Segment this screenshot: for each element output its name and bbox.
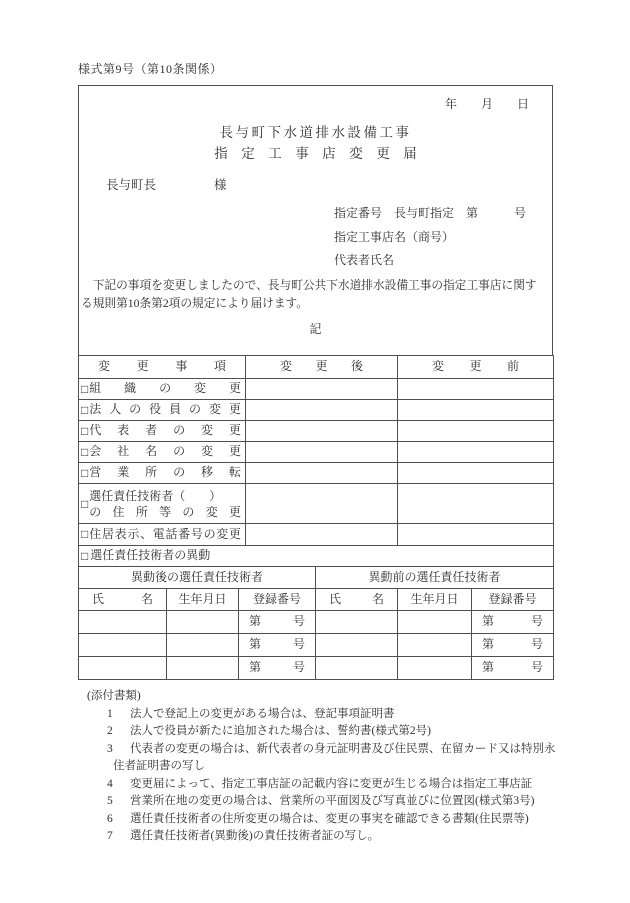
- honorific-label: 様: [214, 178, 227, 192]
- change-row-label-line2: の住所等の変更: [89, 504, 241, 519]
- registration-prefix: 第: [249, 660, 262, 675]
- registration-cell: [239, 634, 316, 657]
- change-row-label-line1: 選任責任技術者（ ）: [89, 488, 222, 503]
- note-text: 法人で登記上の変更がある場合は、登記事項証明書: [130, 707, 395, 720]
- date-line: 年 月 日: [444, 97, 529, 111]
- change-row-technician-address: [79, 484, 554, 524]
- checkbox-icon[interactable]: □: [81, 465, 89, 480]
- change-before-cell: [398, 421, 554, 442]
- name-cell: [316, 611, 398, 634]
- registration-suffix: 号: [293, 614, 306, 629]
- checkbox-icon[interactable]: □: [81, 402, 89, 417]
- technician-row: [79, 657, 554, 680]
- registration-suffix: 号: [293, 637, 306, 652]
- before-transfer-header-cell: 異動前の選任責任技術者: [316, 567, 554, 589]
- checkbox-icon[interactable]: □: [81, 548, 89, 563]
- registration-cell: [472, 657, 554, 680]
- change-after-cell: [246, 379, 398, 400]
- name-header-cell: 氏名: [316, 589, 398, 611]
- note-item: [0, 811, 630, 829]
- change-after-cell: [246, 400, 398, 421]
- note-item: [0, 741, 630, 759]
- form-sheet: [78, 85, 553, 680]
- form-number-label: 様式第9号（第10条関係）: [78, 62, 223, 76]
- registration-cell: [239, 611, 316, 634]
- body-text-line1: 下記の事項を変更しましたので、長与町公共下水道排水設備工事の指定工事店に関す: [81, 279, 537, 292]
- change-before-cell: [398, 400, 554, 421]
- addressee-label: 長与町長: [106, 178, 157, 192]
- registration-prefix: 第: [482, 614, 495, 629]
- note-number: 3: [107, 742, 113, 755]
- birthdate-cell: [398, 634, 472, 657]
- registration-suffix: 号: [531, 637, 544, 652]
- birthdate-cell: [167, 611, 239, 634]
- birthdate-header-cell: 生年月日: [398, 589, 472, 611]
- registration-cell: [472, 634, 554, 657]
- change-row-address-phone: [79, 524, 554, 546]
- body-text-line2: る規則第10条第2項の規定により届けます。: [81, 296, 308, 310]
- change-before-cell: [398, 524, 554, 546]
- record-mark: 記: [309, 322, 322, 336]
- form-title-line1: 長与町下水道排水設備工事: [219, 125, 412, 140]
- change-items-header-cell: 変更事項: [79, 356, 246, 379]
- note-number: 7: [107, 830, 113, 842]
- registration-suffix: 号: [531, 614, 544, 629]
- registration-suffix: 号: [531, 660, 544, 675]
- technician-transfer-label: 選任責任技術者の異動: [90, 548, 211, 563]
- change-row-officers: [79, 400, 554, 421]
- technician-transfer-row: [79, 546, 554, 567]
- birthdate-cell: [398, 657, 472, 680]
- change-row-label: 会社名の変更: [89, 444, 241, 459]
- change-before-cell: [398, 484, 554, 524]
- note-text: 変更届によって、指定工事店証の記載内容に変更が生じる場合は指定工事店証: [130, 777, 533, 790]
- change-before-header-cell: 変更前: [398, 356, 554, 379]
- checkbox-icon[interactable]: □: [81, 381, 89, 396]
- name-cell: [79, 634, 167, 657]
- change-table-header-row: [79, 356, 554, 379]
- note-item: [0, 723, 630, 741]
- checkbox-icon[interactable]: □: [81, 423, 89, 438]
- designation-block: [334, 202, 526, 273]
- form-title-line2: 指 定 工 事 店 変 更 届: [214, 146, 417, 161]
- change-row-label: 代表者の変更: [89, 423, 241, 438]
- checkbox-icon[interactable]: □: [81, 527, 89, 542]
- name-cell: [79, 657, 167, 680]
- note-text: 営業所在地の変更の場合は、営業所の平面図及び写真並びに位置図(様式第3号): [130, 795, 535, 807]
- checkbox-icon[interactable]: □: [81, 444, 89, 459]
- change-row-company-name: [79, 442, 554, 463]
- name-cell: [316, 634, 398, 657]
- registration-cell: [472, 611, 554, 634]
- change-before-cell: [398, 379, 554, 400]
- note-item: [0, 706, 630, 724]
- change-before-cell: [398, 463, 554, 484]
- registration-prefix: 第: [482, 660, 495, 675]
- change-row-label: 営業所の移転: [89, 465, 241, 480]
- notes-title: (添付書類): [87, 690, 141, 702]
- registration-prefix: 第: [249, 637, 262, 652]
- change-after-cell: [246, 484, 398, 524]
- note-item: [0, 776, 630, 794]
- change-row-representative: [79, 421, 554, 442]
- registration-header-cell: 登録番号: [472, 589, 554, 611]
- registration-header-cell: 登録番号: [239, 589, 316, 611]
- change-row-label: 法人の役員の変更: [89, 402, 241, 417]
- name-cell: [79, 611, 167, 634]
- registration-prefix: 第: [482, 637, 495, 652]
- technician-row: [79, 611, 554, 634]
- designation-number-label: 指定番号 長与町指定 第 号: [334, 206, 527, 220]
- checkbox-icon[interactable]: □: [81, 496, 89, 511]
- note-text: 法人で役員が新たに追加された場合は、誓約書(様式第2号): [130, 725, 431, 737]
- technician-table-half-header-row: [79, 567, 554, 589]
- note-number: 5: [107, 795, 113, 807]
- shop-name-label: 指定工事店名（商号）: [334, 229, 455, 244]
- name-header-cell: 氏名: [79, 589, 167, 611]
- registration-cell: [239, 657, 316, 680]
- note-item: [0, 793, 630, 811]
- note-number: 4: [107, 777, 113, 790]
- note-text: 代表者の変更の場合は、新代表者の身元証明書及び住民票、在留カード又は特別永: [130, 742, 556, 755]
- note-number: 6: [107, 812, 113, 825]
- registration-suffix: 号: [293, 660, 306, 675]
- representative-label: 代表者氏名: [334, 253, 395, 267]
- name-cell: [316, 657, 398, 680]
- birthdate-cell: [167, 634, 239, 657]
- technician-table: [78, 566, 554, 680]
- birthdate-cell: [167, 657, 239, 680]
- birthdate-cell: [398, 611, 472, 634]
- note-text: 選任責任技術者(異動後)の責任技術者証の写し。: [130, 830, 380, 842]
- change-after-cell: [246, 524, 398, 546]
- change-row-office-relocation: [79, 463, 554, 484]
- change-row-label: 組織の変更: [89, 381, 241, 396]
- birthdate-header-cell: 生年月日: [167, 589, 239, 611]
- note-item-continuation: 住者証明書の写し: [113, 760, 205, 772]
- change-after-cell: [246, 421, 398, 442]
- change-after-cell: [246, 463, 398, 484]
- change-table: [78, 355, 554, 567]
- technician-row: [79, 634, 554, 657]
- technician-table-column-header-row: [79, 589, 554, 611]
- attachments-notes: [0, 688, 630, 846]
- registration-prefix: 第: [249, 614, 262, 629]
- change-after-cell: [246, 442, 398, 463]
- note-item: [0, 828, 630, 846]
- change-row-organization: [79, 379, 554, 400]
- body-text: [81, 277, 552, 312]
- note-number: 1: [107, 707, 113, 720]
- change-before-cell: [398, 442, 554, 463]
- change-after-header-cell: 変更後: [246, 356, 398, 379]
- form-header-section: [78, 85, 553, 355]
- addressee-row: [106, 176, 227, 194]
- note-text: 選任責任技術者の住所変更の場合は、変更の事実を確認できる書類(住民票等): [130, 812, 529, 825]
- change-row-label: 住居表示、電話番号の変更: [89, 526, 241, 541]
- after-transfer-header-cell: 異動後の選任責任技術者: [79, 567, 316, 589]
- note-number: 2: [107, 725, 113, 737]
